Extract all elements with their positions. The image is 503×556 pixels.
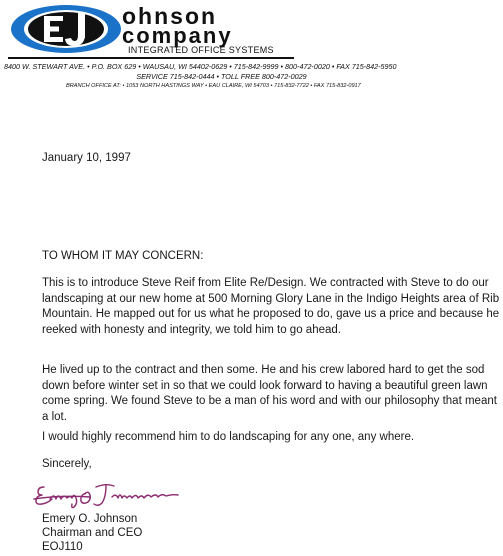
letter-date: January 10, 1997 bbox=[42, 152, 131, 164]
company-name bbox=[122, 3, 312, 48]
branch-office-address: BRANCH OFFICE AT: • 1053 NORTH HASTINGS WAY • EAU CLAIRE, WI 54703 • 715-832-7722 • FAX 715-832-0917 bbox=[66, 83, 361, 89]
letterhead bbox=[0, 0, 503, 96]
company-logo bbox=[10, 4, 122, 54]
company-name-line2: company bbox=[122, 23, 233, 48]
handwritten-signature bbox=[30, 473, 200, 511]
reference-code: EOJ110 bbox=[42, 541, 83, 553]
company-name-line1: ohnson bbox=[122, 3, 218, 29]
company-tagline: INTEGRATED OFFICE SYSTEMS bbox=[128, 45, 274, 55]
body-paragraph-2: He lived up to the contract and then some. He and his crew labored hard to get the sod down before winter set in so that we could look forward to having a beautiful green lawn come spring. We found Steve to be a man of his word and with our philosophy that meant a lot. bbox=[42, 364, 497, 423]
letter-closing: Sincerely, bbox=[42, 458, 92, 470]
service-phone-line: SERVICE 715-842-0444 • TOLL FREE 800-472-0029 bbox=[136, 72, 307, 81]
signatory-title: Chairman and CEO bbox=[42, 527, 143, 539]
body-paragraph-1: This is to introduce Steve Reif from Elite Re/Design. We contracted with Steve to do our landscaping at our new home at 500 Morning Glory Lane in the Indigo Heights area of Rib Mountain. He mapped out for us what he proposed to do, gave us a price and because he reeked with honesty and integrity, we told him to go ahead. bbox=[42, 277, 500, 336]
letterhead-divider bbox=[8, 57, 294, 59]
main-office-address: 8400 W. STEWART AVE. • P.O. BOX 629 • WAUSAU, WI 54402-0629 • 715-842-9999 • 800-472-0020 • FAX 715-842-5950 bbox=[4, 62, 397, 71]
signatory-name: Emery O. Johnson bbox=[42, 513, 138, 525]
letter-salutation: TO WHOM IT MAY CONCERN: bbox=[42, 250, 204, 262]
body-paragraph-3: I would highly recommend him to do landscaping for any one, any where. bbox=[42, 431, 415, 443]
